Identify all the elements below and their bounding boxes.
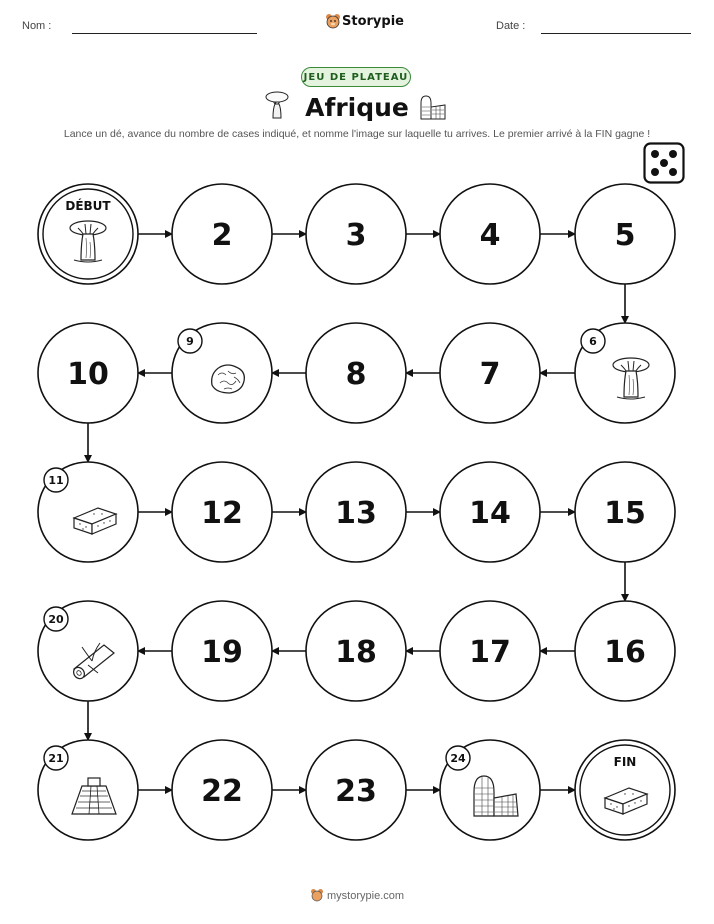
board-cell-19[interactable]: [172, 601, 272, 701]
board-cell-2[interactable]: [172, 184, 272, 284]
cell-number: 8: [345, 357, 367, 392]
board-cell-25[interactable]: [575, 740, 675, 840]
cell-number: 12: [201, 496, 243, 531]
cell-number: 11: [48, 474, 64, 487]
cell-number: 14: [469, 496, 511, 531]
cell-number: 13: [335, 496, 377, 531]
board-cell-21[interactable]: [38, 740, 138, 840]
cell-number: 24: [450, 752, 466, 765]
board-cell-23[interactable]: [306, 740, 406, 840]
board-cell-5[interactable]: [575, 184, 675, 284]
cell-number: 16: [604, 635, 646, 670]
board-cell-18[interactable]: [306, 601, 406, 701]
cell-number: 2: [211, 218, 233, 253]
footer-url: mystorypie.com: [327, 890, 405, 902]
board-cell-1[interactable]: [38, 184, 138, 284]
cell-number: 21: [48, 752, 64, 765]
board-cell-13[interactable]: [306, 462, 406, 562]
cell-label: DÉBUT: [65, 199, 111, 213]
board-cell-8[interactable]: [306, 323, 406, 423]
instructions: Lance un dé, avance du nombre de cases indiqué, et nomme l'image sur laquelle tu arrives. Le premier arrivé à la FIN gagne !: [63, 128, 651, 140]
board-cell-22[interactable]: [172, 740, 272, 840]
bear-icon: [310, 888, 324, 902]
board-cell-15[interactable]: [575, 462, 675, 562]
board-cell-12[interactable]: [172, 462, 272, 562]
cell-number: 19: [201, 635, 243, 670]
board-cell-10[interactable]: [38, 323, 138, 423]
cell-number: 3: [345, 218, 367, 253]
brand-name: Storypie: [342, 14, 404, 29]
date-label: Date :: [496, 20, 526, 32]
cell-number: 17: [469, 635, 511, 670]
rock-icon: [212, 365, 245, 393]
board-cell-16[interactable]: [575, 601, 675, 701]
cell-number: 18: [335, 635, 377, 670]
cell-number: 10: [67, 357, 109, 392]
board-cell-7[interactable]: [440, 323, 540, 423]
board-cell-4[interactable]: [440, 184, 540, 284]
cell-number: 5: [614, 218, 636, 253]
page-title: Afrique: [305, 93, 409, 122]
footer: [0, 888, 714, 902]
cell-number: 9: [186, 335, 194, 348]
board-cell-24[interactable]: [440, 740, 540, 840]
cell-number: 23: [335, 774, 377, 809]
board-cell-17[interactable]: [440, 601, 540, 701]
cell-number: 20: [48, 613, 64, 626]
cell-number: 6: [589, 335, 597, 348]
board-cell-14[interactable]: [440, 462, 540, 562]
board-cell-9[interactable]: [172, 323, 272, 423]
cell-number: 7: [479, 357, 501, 392]
board-cell-11[interactable]: [38, 462, 138, 562]
board-cell-3[interactable]: [306, 184, 406, 284]
board-cell-6[interactable]: [575, 323, 675, 423]
name-label: Nom :: [22, 20, 52, 32]
cell-number: 4: [479, 218, 501, 253]
game-type-badge: JEU DE PLATEAU: [301, 67, 411, 87]
cell-label: FIN: [613, 755, 637, 769]
board-cell-20[interactable]: [38, 601, 138, 701]
cell-number: 22: [201, 774, 243, 809]
cell-number: 15: [604, 496, 646, 531]
